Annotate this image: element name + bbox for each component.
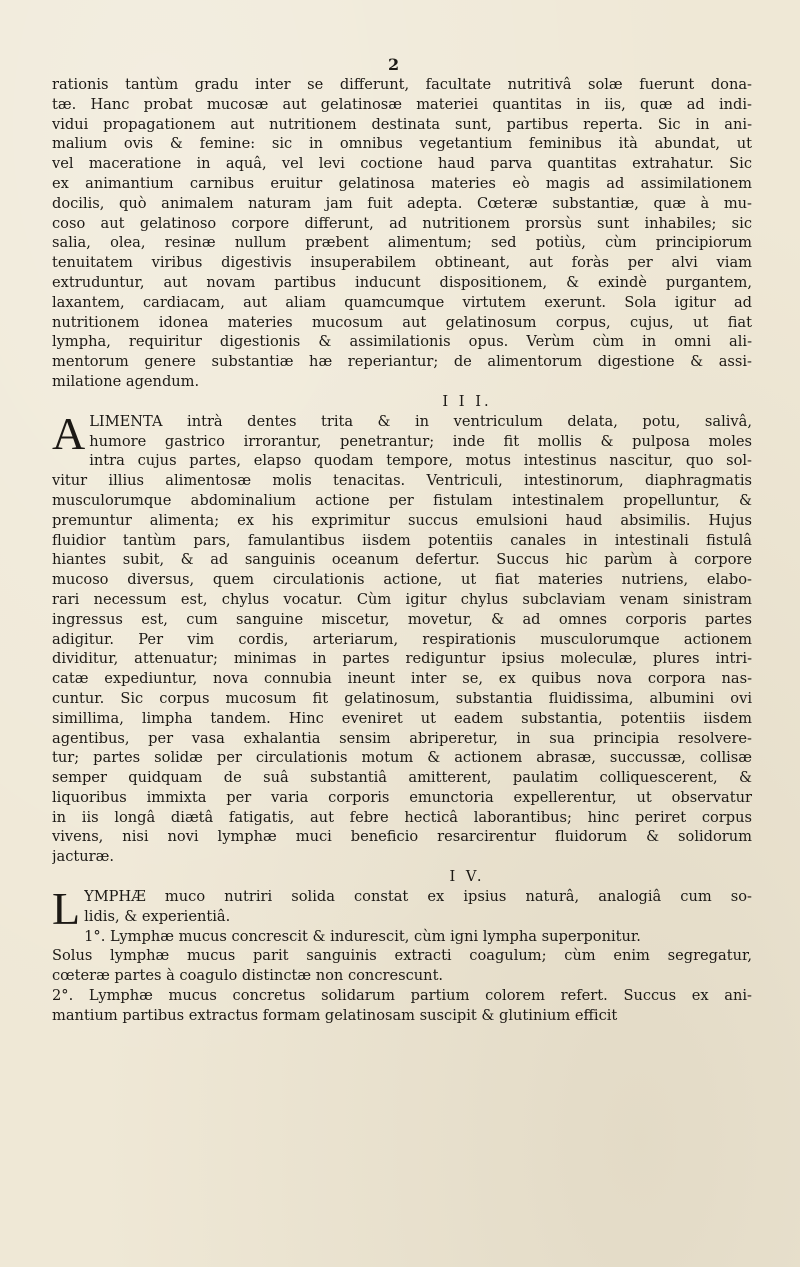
text-line: milatione agendum. [52, 372, 200, 390]
text-line: lidis, & experientiâ. [84, 907, 231, 925]
text-line: rationis tantùm gradu inter se differunt, facultate nutritivâ solæ fuerunt dona- [52, 76, 752, 93]
text-line: tur; partes solidæ per circulationis motum & actionem abrasæ, succussæ, collisæ [52, 749, 752, 767]
text-line: vel maceratione in aquâ, vel levi coctione haud parva quantitas extrahatur. Sic [52, 155, 752, 173]
text-line: YMPHÆ muco nutriri solida constat ex ipsius naturâ, analogiâ cum so- [84, 888, 752, 906]
text-line: ex animantium carnibus eruitur gelatinosa materies eò magis ad assimilationem [52, 174, 752, 192]
text-line: ingressus est, cum sanguine miscetur, movetur, & ad omnes corporis partes [52, 610, 752, 628]
text-line: mentorum genere substantiæ hæ reperiantur; de alimentorum digestione & assi- [52, 353, 752, 371]
text-line: semper quidquam de suâ substantiâ amitterent, paulatim colliquescerent, & [52, 769, 752, 787]
text-line: malium ovis & femine: sic in omnibus vegetantium feminibus ità abundat, ut [52, 135, 752, 153]
text-line: intra cujus partes, elapso quodam tempore, motus intestinus nascitur, quo sol- [89, 452, 752, 470]
text-line: coso aut gelatinoso corpore differunt, ad nutritionem prorsùs sunt inhabiles; sic [52, 214, 752, 232]
text-line: 2°. Lymphæ mucus concretus solidarum partium colorem refert. Succus ex ani- [52, 987, 752, 1005]
text-line: vivens, nisi novi lymphæ muci beneficio resarcirentur fluidorum & solidorum [52, 828, 752, 846]
section-heading-iv: I V. [449, 868, 485, 886]
text-line: cuntur. Sic corpus mucosum fit gelatinosum, substantia fluidissima, albumini ovi [52, 689, 752, 707]
text-line: laxantem, cardiacam, aut aliam quamcumque virtutem exerunt. Sola igitur ad [52, 293, 752, 311]
text-line: tæ. Hanc probat mucosæ aut gelatinosæ materiei quantitas in iis, quæ ad indi- [52, 95, 752, 113]
text-line: Solus lymphæ mucus parit sanguinis extracti coagulum; cùm enim segregatur, [52, 947, 752, 965]
text-line: jacturæ. [52, 848, 114, 866]
text-line: docilis, quò animalem naturam jam fuit adepta. Cœteræ substantiæ, quæ à mu- [52, 194, 752, 212]
text-line: simillima, limpha tandem. Hinc eveniret ut eadem substantia, potentiis iisdem [52, 709, 752, 727]
text-line: vitur illius alimentosæ molis tenacitas. Ventriculi, intestinorum, diaphragmatis [52, 472, 752, 490]
dropcap-l: L [52, 883, 81, 935]
text-line: dividitur, attenuatur; minimas in partes rediguntur ipsius moleculæ, plures intri- [52, 650, 752, 668]
text-line: lympha, requiritur digestionis & assimilationis opus. Verùm cùm in omni ali- [52, 333, 752, 351]
paragraph-alimenta [52, 407, 752, 867]
body-text [52, 75, 752, 1026]
text-line: nutritionem idonea materies mucosum aut gelatinosum corpus, cujus, ut fiat [52, 313, 752, 331]
text-line: 1°. Lymphæ mucus concrescit & indurescit, cùm igni lympha superponitur. [84, 927, 641, 945]
text-line: cœteræ partes à coagulo distinctæ non concrescunt. [52, 967, 444, 985]
text-line: in iis longâ diætâ fatigatis, aut febre hecticâ laborantibus; hinc periret corpus [52, 808, 752, 826]
paragraph-lymphae [52, 883, 752, 1026]
text-line: vidui propagationem aut nutritionem destinata sunt, partibus reperta. Sic in ani- [52, 115, 752, 133]
paragraph-nutrition [52, 75, 752, 392]
text-line: premuntur alimenta; ex his exprimitur succus emulsioni haud absimilis. Hujus [52, 511, 752, 529]
text-line: liquoribus immixta per varia corporis emunctoria expellerentur, ut observatur [52, 788, 752, 806]
text-line: agentibus, per vasa exhalantia sensim abriperetur, in sua principia resolvere- [52, 729, 752, 747]
text-line: extruduntur, aut novam partibus inducunt dispositionem, & exindè purgantem, [52, 273, 752, 291]
text-line: adigitur. Per vim cordis, arteriarum, respirationis musculorumque actionem [52, 630, 752, 648]
text-line: catæ expediuntur, nova connubia ineunt inter se, ex quibus nova corpora nas- [52, 670, 752, 688]
text-line: humore gastrico irrorantur, penetrantur; inde fit mollis & pulposa moles [89, 432, 752, 450]
page-number: 2 [388, 55, 400, 74]
text-line: salia, olea, resinæ nullum præbent alimentum; sed potiùs, cùm principiorum [52, 234, 752, 252]
section-heading-iii: I I I. [442, 392, 492, 410]
text-line: fluidior tantùm pars, famulantibus iisdem potentiis canales in intestinali fistulâ [52, 531, 752, 549]
text-line: mantium partibus extractus formam gelatinosam suscipit & glutinium efficit [52, 1006, 618, 1024]
dropcap-a: A [52, 407, 86, 459]
text-line: LIMENTA intrà dentes trita & in ventriculum delata, potu, salivâ, [89, 412, 752, 430]
text-line: tenuitatem viribus digestivis insuperabilem obtineant, aut foràs per alvi viam [52, 254, 752, 272]
text-line: rari necessum est, chylus vocatur. Cùm igitur chylus subclaviam venam sinistram [52, 590, 752, 608]
text-line: mucoso diversus, quem circulationis actione, ut fiat materies nutriens, elabo- [52, 571, 752, 589]
text-line: musculorumque abdominalium actione per fistulam intestinalem propelluntur, & [52, 491, 752, 509]
text-line: hiantes subit, & ad sanguinis oceanum defertur. Succus hic parùm à corpore [52, 551, 752, 569]
